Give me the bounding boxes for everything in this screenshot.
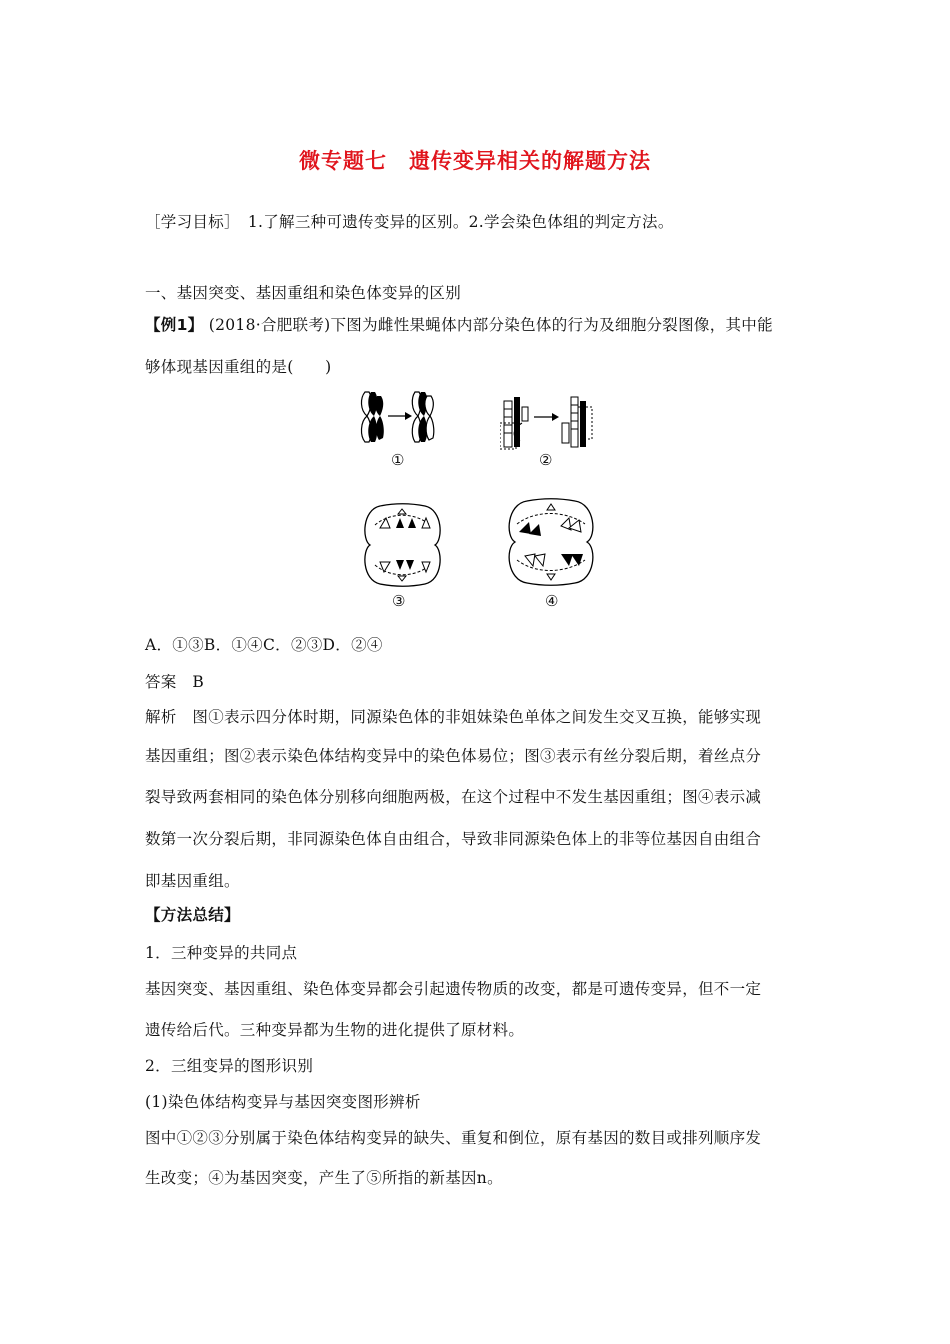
example-question-line-2: 够体现基因重组的是( ) [145,358,332,376]
figure-2-translocation [500,393,595,451]
point-1-text: 遗传给后代。三种变异都为生物的进化提供了原材料。 [145,1021,525,1039]
analysis-line: 裂导致两套相同的染色体分别移向细胞两极，在这个过程中不发生基因重组；图④表示减 [145,788,762,806]
point-1-text: 基因突变、基因重组、染色体变异都会引起遗传物质的改变，都是可遗传变异，但不一定 [145,980,762,998]
figure-label-3: ③ [392,592,406,610]
point-1-title: 1．三种变异的共同点 [145,944,298,962]
example-tag: 【例1】 [145,316,204,334]
analysis-line: 基因重组；图②表示染色体结构变异中的染色体易位；图③表示有丝分裂后期，着丝点分 [145,747,762,765]
method-summary-heading: 【方法总结】 [145,906,240,924]
analysis-line: 解析 图①表示四分体时期，同源染色体的非姐妹染色单体之间发生交叉互换，能够实现 [145,708,762,726]
point-2-title: 2．三组变异的图形识别 [145,1057,314,1075]
figure-label-2: ② [539,451,553,469]
point-2-text: 图中①②③分别属于染色体结构变异的缺失、重复和倒位，原有基因的数目或排列顺序发 [145,1129,762,1147]
figure-4-meiosis-anaphase [505,496,597,588]
point-2-text: 生改变；④为基因突变，产生了⑤所指的新基因n。 [145,1169,503,1187]
page-title: 微专题七 遗传变异相关的解题方法 [299,149,651,173]
point-2-subtitle: (1)染色体结构变异与基因突变图形辨析 [145,1093,421,1111]
example-question-line-1 [145,313,773,335]
example-text-1: (2018·合肥联考)下图为雌性果蝇体内部分染色体的行为及细胞分裂图像，其中能 [208,316,773,334]
section-heading: 一、基因突变、基因重组和染色体变异的区别 [145,284,462,302]
learning-objectives: ［学习目标］ 1.了解三种可遗传变异的区别。2.学会染色体组的判定方法。 [145,213,674,231]
answer-options: A．①③B．①④C．②③D．②④ [145,636,383,654]
figure-label-4: ④ [545,592,559,610]
analysis-line: 数第一次分裂后期，非同源染色体自由组合，导致非同源染色体上的非等位基因自由组合 [145,830,762,848]
figure-1-crossover [355,388,440,446]
figure-3-mitosis-anaphase [360,500,445,590]
analysis-line: 即基因重组。 [145,872,240,890]
figure-label-1: ① [391,451,405,469]
answer: 答案 B [145,673,205,691]
